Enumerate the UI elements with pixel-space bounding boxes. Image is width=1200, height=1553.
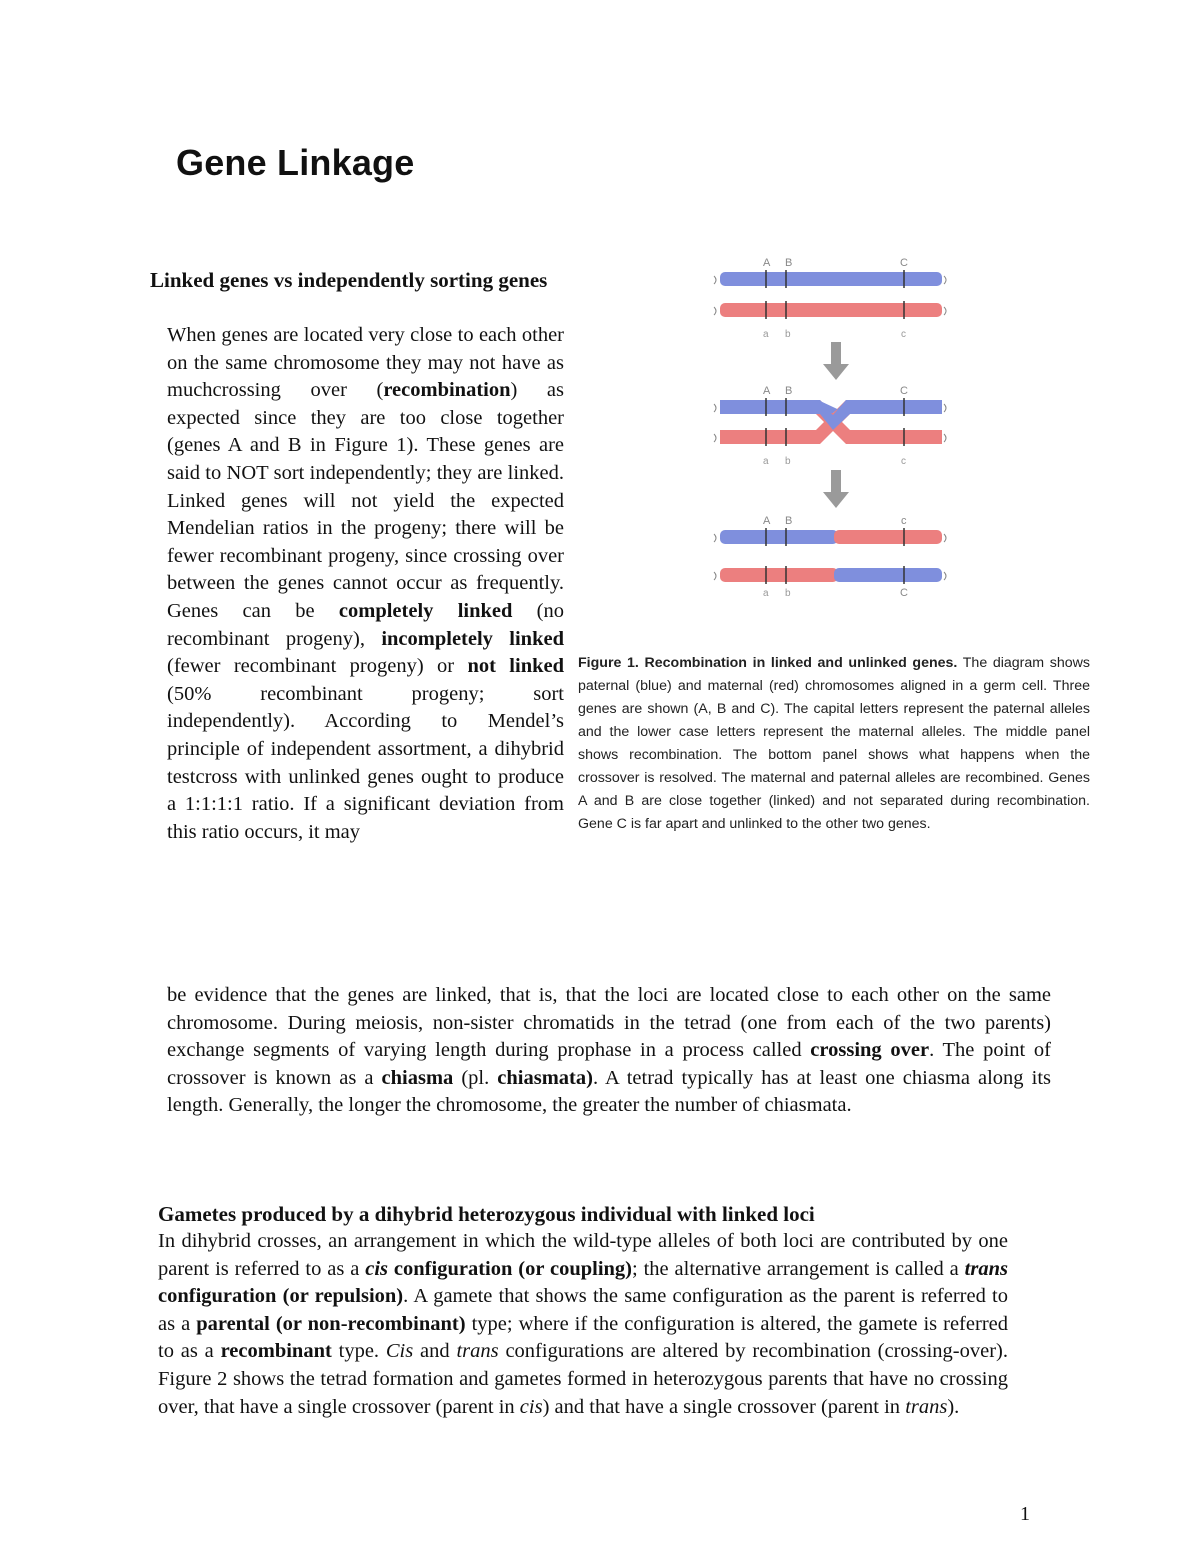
section2-heading: Gametes produced by a dihybrid heterozygous individual with linked loci xyxy=(158,1202,815,1226)
paternal-chromosome-1 xyxy=(720,272,942,286)
label-c-bottom-upper: c xyxy=(901,515,907,527)
label-C-bottom-lower: C xyxy=(900,587,908,599)
down-arrow-icon xyxy=(823,342,849,380)
label-a-top: a xyxy=(763,329,769,340)
label-b-bottom: b xyxy=(785,588,791,599)
paternal-crossing-strand xyxy=(720,400,942,430)
label-C-top: C xyxy=(900,257,908,269)
section1-paragraph: When genes are located very close to each other on the same chromosome they may not have as muchcrossing over (recombination) as expected since they are too close together (genes A and B in Figure 1). These genes are said to NOT sort independently; they are linked. Linked genes will not yield the expected Mendelian ratios in the progeny; there will be fewer recombinant progeny, since crossing over between the genes cannot occur as frequently. Genes can be completely linked (no recombinant progeny), incompletely linked (fewer recombinant progeny) or not linked (50% recombinant progeny; sort independently). According to Mendel’s principle of independent assortment, a dihybrid testcross with unlinked genes ought to produce a 1:1:1:1 ratio. If a significant deviation from this ratio occurs, it may xyxy=(167,324,565,843)
label-A-bottom: A xyxy=(763,515,771,527)
label-a-mid: a xyxy=(763,456,769,467)
label-A-top: A xyxy=(763,257,771,269)
label-b-mid: b xyxy=(785,456,791,467)
recombinant-1-paternal xyxy=(720,530,838,544)
panel-middle xyxy=(720,385,942,467)
label-b-top: b xyxy=(785,329,791,340)
figure-caption: Figure 1. Recombination in linked and unlinked genes. The diagram shows paternal (blue) and maternal (red) chromosomes aligned in a germ cell. Three genes are shown (A, B and C). The capital letters represent the paternal alleles and the lower case letters represent the maternal alleles. The middle panel shows recombination. The bottom panel shows what happens when the crossover is resolved. The maternal and paternal alleles are recombined. Genes A and B are close together (linked) and not separated during recombination. Gene C is far apart and unlinked to the other two genes. xyxy=(578,655,1090,832)
down-arrow-icon xyxy=(823,470,849,508)
label-c-top: c xyxy=(901,329,906,340)
label-a-bottom: a xyxy=(763,588,769,599)
label-c-mid: c xyxy=(901,456,906,467)
page-title: Gene Linkage xyxy=(176,142,415,183)
panel-top xyxy=(720,257,942,340)
continued-paragraph: be evidence that the genes are linked, that is, that the loci are located close to each other on the same chromosome. During meiosis, non-sister chromatids in the tetrad (one from each of the two parents) exchange segments of varying length during prophase in a process called crossing over. The point of crossover is known as a chiasma (pl. chiasmata). A tetrad typically has at least one chiasma along its length. Generally, the longer the chromosome, the greater the number of chiasmata. xyxy=(167,984,1051,1117)
recombinant-2-paternal xyxy=(834,568,942,582)
recombination-figure xyxy=(700,250,970,600)
recombinant-1-maternal xyxy=(834,530,942,544)
label-B-top: B xyxy=(785,257,793,269)
label-B-mid: B xyxy=(785,385,793,397)
maternal-chromosome-1 xyxy=(720,303,942,317)
panel-bottom xyxy=(720,515,942,599)
label-C-mid: C xyxy=(900,385,908,397)
section1-heading: Linked genes vs independently sorting genes xyxy=(150,268,548,292)
recombinant-2-maternal xyxy=(720,568,838,582)
section2-paragraph: In dihybrid crosses, an arrangement in which the wild-type alleles of both loci are contributed by one parent is referred to as a cis configuration (or coupling); the alternative arrangement is called a trans configuration (or repulsion). A gamete that shows the same configuration as the parent is referred to as a parental (or non-recombinant) type; where if the configuration is altered, the gamete is referred to as a recombinant type. Cis and trans configurations are altered by recombination (crossing-over). Figure 2 shows the tetrad formation and gametes formed in heterozygous parents that have no crossing over, that have a single crossover (parent in cis) and that have a single crossover (parent in trans). xyxy=(158,1230,1008,1418)
label-B-bottom: B xyxy=(785,515,793,527)
label-A-mid: A xyxy=(763,385,771,397)
page-number: 1 xyxy=(1020,1503,1030,1525)
